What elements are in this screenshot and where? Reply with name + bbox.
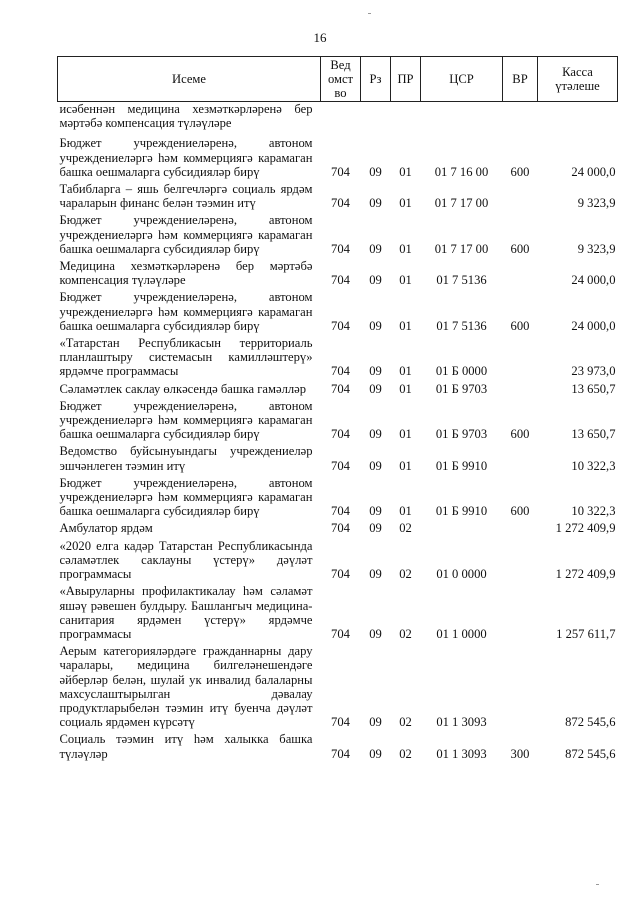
cell-vedomstvo: 704 <box>331 196 350 211</box>
cell-pr: 01 <box>399 504 412 519</box>
cell-pr: 01 <box>399 381 412 396</box>
cell-vr <box>503 644 538 732</box>
cell-csr: 01 7 5136 <box>436 318 487 333</box>
scan-speck <box>368 13 371 14</box>
cell-pr: 01 <box>399 364 412 379</box>
cell-vr <box>503 259 538 290</box>
cell-vr: 600 <box>510 504 530 519</box>
cell-vedomstvo: 704 <box>331 626 350 641</box>
header-vedomstvo <box>321 57 361 102</box>
cell-vedomstvo: 704 <box>331 164 350 179</box>
cell-amount: 1 272 409,9 <box>555 521 616 536</box>
cell-pr <box>391 102 421 137</box>
cell-csr: 01 7 5136 <box>436 273 487 288</box>
cell-name: Амбулатор ярдәм <box>59 521 153 536</box>
cell-vedomstvo <box>321 102 361 137</box>
table-row <box>58 259 618 290</box>
cell-name: Социаль тәэмин итү һәм халыкка башка түләүләр <box>59 732 313 761</box>
cell-vedomstvo: 704 <box>331 381 350 396</box>
cell-rz: 09 <box>369 273 382 288</box>
table-row <box>58 399 618 445</box>
cell-rz: 09 <box>369 458 382 473</box>
table-row <box>58 102 618 137</box>
cell-rz: 09 <box>369 626 382 641</box>
cell-rz <box>361 102 391 137</box>
cell-vr <box>503 102 538 137</box>
cell-pr: 01 <box>399 427 412 442</box>
cell-pr: 02 <box>399 567 412 582</box>
cell-name: Бюджет учреждениеләренә, автоном учреждениеләргә һәм коммерциягә карамаган башка оешмаларга субсидияләр бирү <box>59 398 313 442</box>
cell-rz: 09 <box>369 715 382 730</box>
cell-csr: 01 7 17 00 <box>434 241 489 256</box>
cell-pr: 01 <box>399 164 412 179</box>
table-row <box>58 290 618 336</box>
table-row <box>58 584 618 644</box>
cell-name: Бюджет учреждениеләренә, автоном учреждениеләргә һәм коммерциягә карамаган башка оешмаларга субсидияләр бирү <box>59 136 313 179</box>
table-row <box>58 476 618 522</box>
cell-vedomstvo: 704 <box>331 458 350 473</box>
cell-name: Табибларга – яшь белгечләргә социаль ярдәм чараларын финанс белән тәэмин итү <box>59 182 313 211</box>
table-row <box>58 182 618 213</box>
cell-rz: 09 <box>369 521 382 536</box>
cell-vr <box>503 539 538 585</box>
cell-vr <box>503 584 538 644</box>
cell-rz: 09 <box>369 504 382 519</box>
cell-vr: 600 <box>510 427 530 442</box>
cell-name: Бюджет учреждениеләренә, автоном учреждениеләргә һәм коммерциягә карамаган башка оешмаларга субсидияләр бирү <box>59 475 313 519</box>
cell-pr: 02 <box>399 626 412 641</box>
cell-rz: 09 <box>369 746 382 761</box>
cell-vr: 600 <box>510 318 530 333</box>
cell-name: «Татарстан Республикасын территориаль планлаштыру системасын камилләштерү» ярдәмче программасы <box>59 336 313 379</box>
cell-pr: 02 <box>399 715 412 730</box>
cell-name: Бюджет учреждениеләренә, автоном учреждениеләргә һәм коммерциягә карамаган башка оешмаларга субсидияләр бирү <box>59 290 313 333</box>
page-number: 16 <box>313 30 327 45</box>
cell-rz: 09 <box>369 567 382 582</box>
table-row <box>58 644 618 732</box>
cell-vr <box>503 521 538 538</box>
header-vedomstvo-label: Ведомство <box>327 58 354 100</box>
cell-vr <box>503 382 538 399</box>
cell-vedomstvo: 704 <box>331 567 350 582</box>
table-header-row <box>58 57 618 102</box>
table-row <box>58 539 618 585</box>
header-vr: ВР <box>503 57 538 102</box>
cell-name: исәбеннән медицина хезмәткәрләренә бер мәртәбә компенсация түләүләре <box>59 102 313 131</box>
cell-csr <box>421 521 503 538</box>
cell-pr: 01 <box>399 241 412 256</box>
cell-vr <box>503 182 538 213</box>
cell-amount: 23 973,0 <box>571 364 616 379</box>
cell-csr: 01 1 3093 <box>436 746 487 761</box>
cell-rz: 09 <box>369 381 382 396</box>
cell-pr: 01 <box>399 458 412 473</box>
cell-csr: 01 1 3093 <box>436 715 487 730</box>
cell-csr: 01 7 17 00 <box>434 196 489 211</box>
cell-csr: 01 7 16 00 <box>434 164 489 179</box>
header-csr: ЦСР <box>421 57 503 102</box>
cell-amount: 1 257 611,7 <box>556 626 616 641</box>
cell-amount: 24 000,0 <box>571 318 616 333</box>
cell-amount: 872 545,6 <box>565 746 616 761</box>
cell-name: Сәламәтлек саклау өлкәсендә башка гамәлләр <box>59 381 307 396</box>
cell-vedomstvo: 704 <box>331 427 350 442</box>
cell-name: «Авыруларны профилактикалау һәм сәламәт яшәү рәвешен булдыру. Башлангыч медицина-санитария ярдәмен үстерү» ярдәмче программасы <box>59 584 313 641</box>
header-name: Исеме <box>58 57 321 102</box>
header-amount: Касса үтәлеше <box>538 57 618 102</box>
cell-name: «2020 елга кадәр Татарстан Республикасында сәламәтлек саклауны үстерү» дәүләт программасы <box>59 538 313 582</box>
table-body <box>58 102 618 764</box>
cell-pr: 01 <box>399 273 412 288</box>
cell-rz: 09 <box>369 427 382 442</box>
cell-name: Медицина хезмәткәрләренә бер мәртәбә компенсация түләүләре <box>59 259 313 288</box>
cell-rz: 09 <box>369 318 382 333</box>
cell-vr: 600 <box>510 164 530 179</box>
cell-amount: 872 545,6 <box>565 715 616 730</box>
cell-amount: 24 000,0 <box>571 273 616 288</box>
table-row <box>58 136 618 182</box>
cell-vedomstvo: 704 <box>331 241 350 256</box>
cell-vedomstvo: 704 <box>331 364 350 379</box>
cell-vr: 600 <box>510 241 530 256</box>
cell-csr: 01 1 0000 <box>436 626 487 641</box>
cell-csr: 01 Б 9910 <box>435 504 488 519</box>
cell-amount <box>538 102 618 137</box>
cell-vedomstvo: 704 <box>331 318 350 333</box>
table-row <box>58 336 618 382</box>
cell-name: Бюджет учреждениеләренә, автоном учреждениеләргә һәм коммерциягә карамаган башка оешмаларга субсидияләр бирү <box>59 213 313 256</box>
table-row <box>58 521 618 538</box>
header-pr: ПР <box>391 57 421 102</box>
table-row <box>58 382 618 399</box>
cell-amount: 9 323,9 <box>577 196 616 211</box>
cell-vedomstvo: 704 <box>331 504 350 519</box>
cell-amount: 13 650,7 <box>571 381 616 396</box>
cell-vr <box>503 444 538 475</box>
cell-amount: 9 323,9 <box>577 241 616 256</box>
cell-csr: 01 Б 9703 <box>435 427 488 442</box>
cell-csr <box>421 102 503 137</box>
cell-name: Аерым категорияләрдәге гражданнарны дару чаралары, медицина билгеләнешендәге әйберләр белән, шулай ук инвалид балаларны махсуслаштырылган дәвалау продуктларыбелән тәэмин итү буенча дәүләт социаль ярдәмен күрсәтү <box>59 644 313 730</box>
cell-rz: 09 <box>369 241 382 256</box>
cell-amount: 10 322,3 <box>571 458 616 473</box>
cell-rz: 09 <box>369 196 382 211</box>
cell-amount: 24 000,0 <box>571 164 616 179</box>
cell-pr: 02 <box>399 521 412 536</box>
header-rz: Рз <box>361 57 391 102</box>
cell-vedomstvo: 704 <box>331 715 350 730</box>
cell-amount: 10 322,3 <box>571 504 616 519</box>
cell-amount: 1 272 409,9 <box>555 567 616 582</box>
cell-vedomstvo: 704 <box>331 273 350 288</box>
cell-vedomstvo: 704 <box>331 746 350 761</box>
cell-name: Ведомство буйсынуындагы учреждениеләр эшчәнлеген тәэмин итү <box>59 444 313 473</box>
cell-vr <box>503 336 538 382</box>
cell-csr: 01 0 0000 <box>436 567 487 582</box>
cell-pr: 01 <box>399 318 412 333</box>
cell-pr: 02 <box>399 746 412 761</box>
cell-amount: 13 650,7 <box>571 427 616 442</box>
scan-speck <box>596 884 599 885</box>
table-row <box>58 732 618 763</box>
cell-vr: 300 <box>510 746 530 761</box>
budget-table <box>57 56 618 764</box>
table-row <box>58 213 618 259</box>
cell-csr: 01 Б 9910 <box>435 458 488 473</box>
cell-rz: 09 <box>369 164 382 179</box>
cell-rz: 09 <box>369 364 382 379</box>
cell-csr: 01 Б 0000 <box>435 364 488 379</box>
cell-pr: 01 <box>399 196 412 211</box>
cell-vedomstvo: 704 <box>331 521 350 536</box>
cell-csr: 01 Б 9703 <box>435 381 488 396</box>
table-row <box>58 444 618 475</box>
